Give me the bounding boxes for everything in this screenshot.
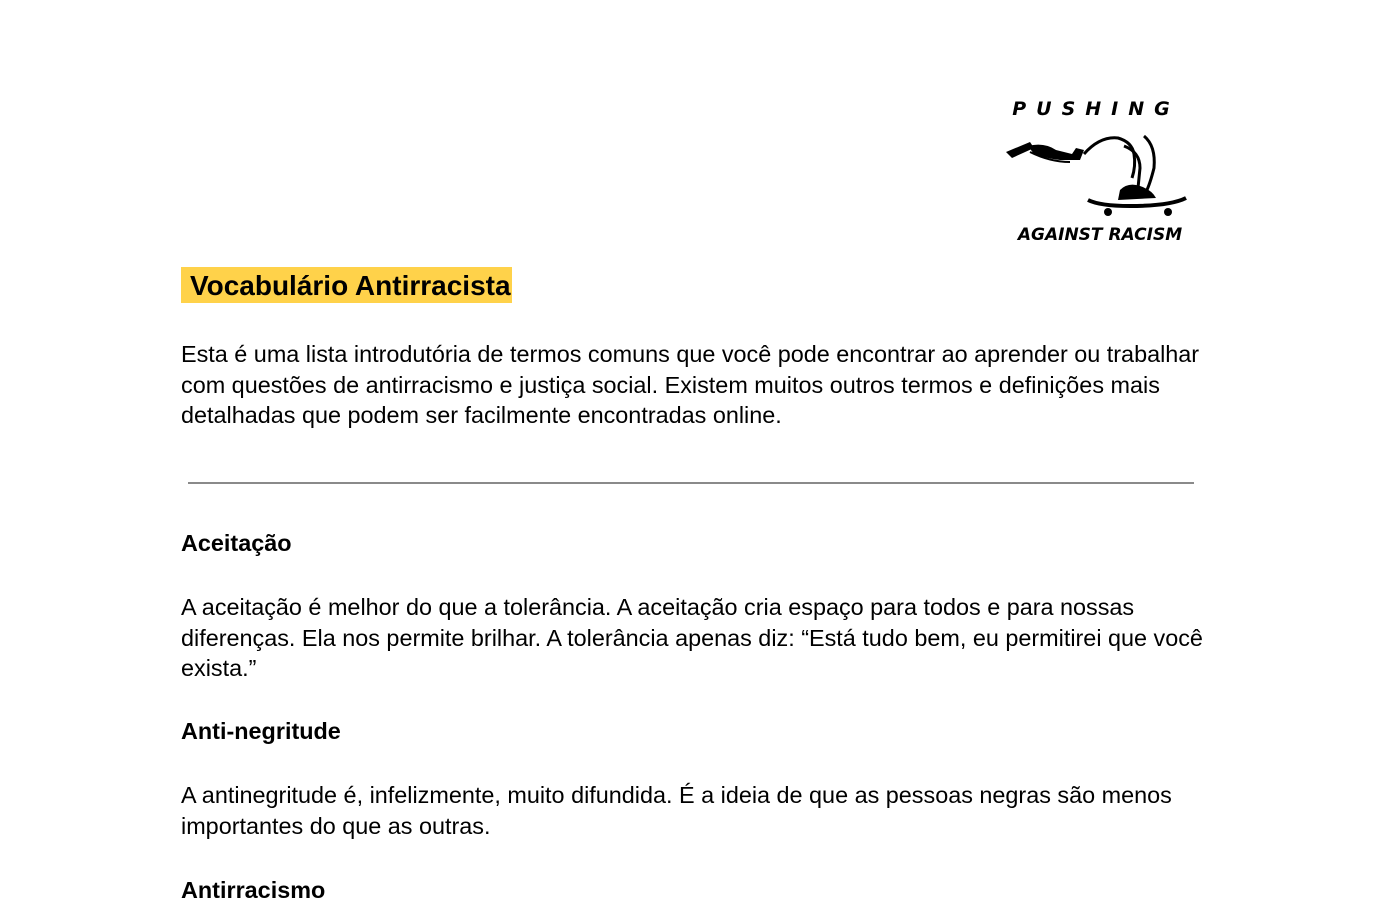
term-heading: Antirracismo <box>181 877 326 903</box>
term-heading: Aceitação <box>181 530 292 556</box>
logo-top-text: PUSHING <box>1012 98 1180 120</box>
term-heading: Anti-negritude <box>181 718 341 744</box>
term-definition: A aceitação é melhor do que a tolerância. A aceitação cria espaço para todos e para nossas diferenças. Ela nos permite brilhar. A tolerância apenas diz: “Está tudo bem, eu permitirei que você exista.” <box>181 594 1203 681</box>
pushing-against-racism-logo <box>1000 92 1192 248</box>
horizontal-divider <box>188 482 1194 484</box>
document-title: Vocabulário Antirracista <box>181 267 512 303</box>
logo-bottom-text: AGAINST RACISM <box>1017 225 1183 245</box>
skateboarder-pushing-icon <box>1000 92 1192 248</box>
term-definition: A antinegritude é, infelizmente, muito difundida. É a ideia de que as pessoas negras são menos importantes do que as outras. <box>181 782 1172 839</box>
intro-paragraph: Esta é uma lista introdutória de termos comuns que você pode encontrar ao aprender ou trabalhar com questões de antirracismo e justiça social. Existem muitos outros termos e definições mais detalhadas que podem ser facilmente encontradas online. <box>181 341 1200 428</box>
